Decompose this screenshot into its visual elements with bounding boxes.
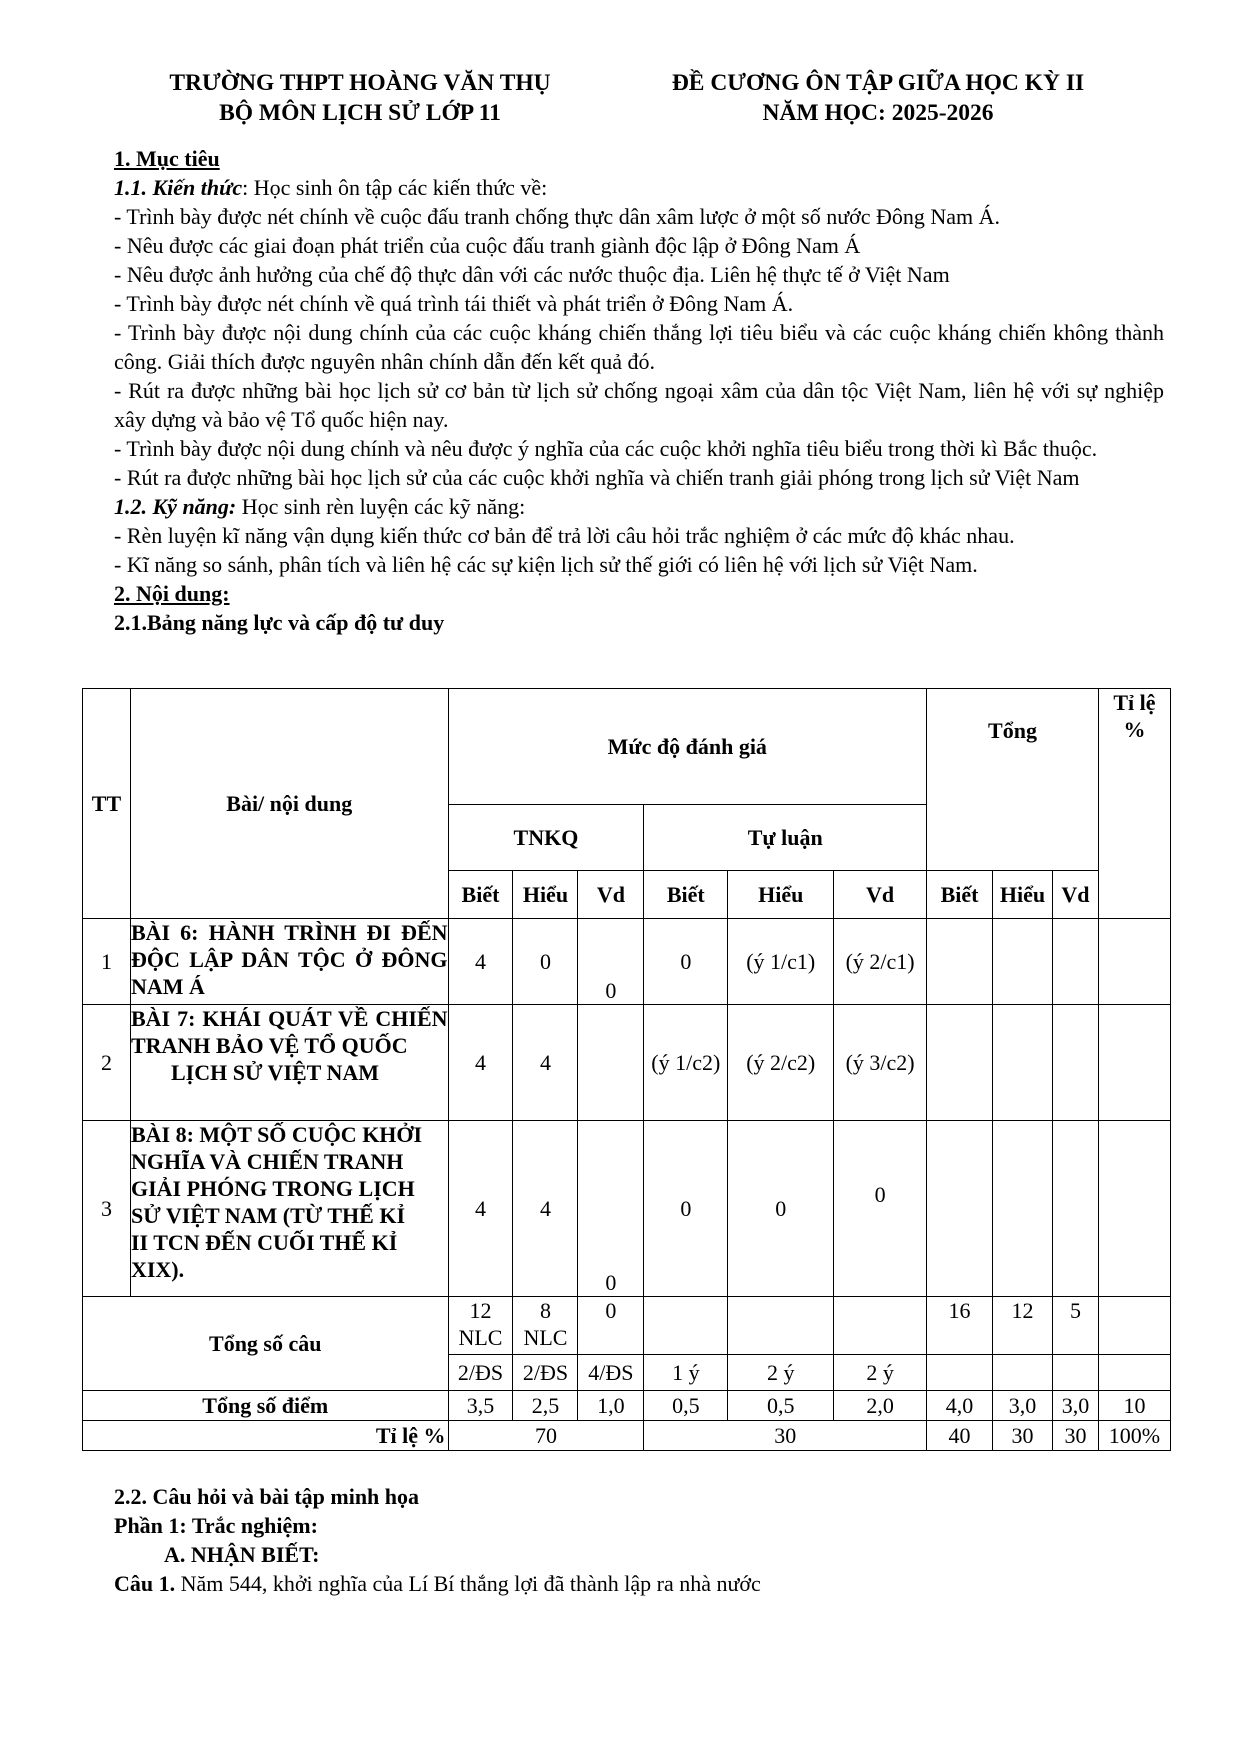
knowledge-item: - Nêu được ảnh hưởng của chế độ thực dân với các nước thuộc địa. Liên hệ thực tế ở Việt Nam [114,262,950,287]
table-cell: 4 [513,1005,578,1121]
table-cell: 0 [644,1121,728,1297]
level-a-heading: A. NHẬN BIẾT: [164,1542,320,1567]
table-cell [1098,1297,1170,1355]
table-cell: 4 [448,1005,513,1121]
skills-item: - Rèn luyện kĩ năng vận dụng kiến thức cơ bản để trả lời câu hỏi trắc nghiệm ở các mức độ khác nhau. [114,523,1015,548]
table-cell: 1,0 [578,1391,644,1421]
table-cell: 3,0 [1052,1391,1098,1421]
table-cell: (ý 2/c1) [834,919,927,1005]
row-tt: 2 [83,1005,131,1121]
table-cell: 10 [1098,1391,1170,1421]
table-cell: 0 [834,1121,927,1297]
knowledge-item: - Nêu được các giai đoạn phát triển của cuộc đấu tranh giành độc lập ở Đông Nam Á [114,233,861,258]
section-2-2-heading: 2.2. Câu hỏi và bài tập minh họa [114,1484,420,1509]
header-assessment-level: Mức độ đánh giá [448,689,927,805]
table-cell [927,1121,993,1297]
table-cell: 0 [578,1121,644,1297]
header-ratio: Tỉ lệ % [1098,689,1170,919]
ratio-label: Tỉ lệ % [83,1421,449,1451]
section-2-heading: 2. Nội dung: [114,581,230,606]
header-essay: Tự luận [644,805,927,871]
knowledge-item: - Trình bày được nội dung chính và nêu được ý nghĩa của các cuộc khởi nghĩa tiêu biểu trong thời kì Bắc thuộc. [114,436,1098,461]
table-cell [993,1355,1053,1391]
row-tt: 1 [83,919,131,1005]
table-cell: 5 [1052,1297,1098,1355]
table-row [83,1121,1171,1297]
header-content: Bài/ nội dung [130,689,448,919]
table-cell [1098,919,1170,1005]
table-cell [993,1121,1053,1297]
knowledge-item: - Rút ra được những bài học lịch sử của các cuộc khởi nghĩa và chiến tranh giải phóng trong lịch sử Việt Nam [114,465,1080,490]
subheader-cell: Vd [834,871,927,919]
row-tt: 3 [83,1121,131,1297]
table-cell [1098,1005,1170,1121]
table-cell [1098,1355,1170,1391]
lesson-title-cell [130,1005,448,1121]
table-cell [1052,1121,1098,1297]
table-cell: 100% [1098,1421,1170,1451]
subheader-cell: Hiểu [728,871,834,919]
table-cell: 4 [448,919,513,1005]
subheader-cell: Hiểu [993,871,1053,919]
table-cell: 2,0 [834,1391,927,1421]
table-cell [1052,1355,1098,1391]
table-cell: 4,0 [927,1391,993,1421]
school-name: TRƯỜNG THPT HOÀNG VĂN THỤ [169,70,551,96]
skills-item: - Kĩ năng so sánh, phân tích và liên hệ các sự kiện lịch sử thế giới có liên hệ với lịch sử Việt Nam. [114,552,978,577]
table-cell: 0,5 [644,1391,728,1421]
table-cell: 30 [993,1421,1053,1451]
subheader-cell: Vd [1052,871,1098,919]
table-cell: 40 [927,1421,993,1451]
skills-label: 1.2. Kỹ năng: [114,494,237,519]
table-cell: 0 [513,919,578,1005]
header-left [120,68,600,128]
table-cell: 12 NLC [448,1297,513,1355]
questions-section [114,1482,1164,1598]
table-cell: 30 [644,1421,927,1451]
table-cell: 0,5 [728,1391,834,1421]
table-cell: 4 [448,1121,513,1297]
header-right [628,68,1128,128]
document-title: ĐỀ CƯƠNG ÔN TẬP GIỮA HỌC KỲ II [671,70,1085,96]
table-cell: 8 NLC [513,1297,578,1355]
knowledge-label: 1.1. Kiến thức [114,175,243,200]
total-points-label: Tổng số điểm [83,1391,449,1421]
table-cell: 3,5 [448,1391,513,1421]
table-cell [1052,1005,1098,1121]
question-1-text: Năm 544, khởi nghĩa của Lí Bí thắng lợi đã thành lập ra nhà nước [175,1571,761,1596]
table-cell [927,919,993,1005]
table-cell: (ý 1/c1) [728,919,834,1005]
skills-intro: Học sinh rèn luyện các kỹ năng: [236,494,526,519]
table-cell: 16 [927,1297,993,1355]
table-cell [728,1297,834,1355]
table-row [83,919,1171,1005]
part-1-heading: Phần 1: Trắc nghiệm: [114,1513,318,1538]
table-cell [834,1297,927,1355]
table-cell: (ý 2/c2) [728,1005,834,1121]
table-cell: 0 [644,919,728,1005]
lesson-title: BÀI 7: KHÁI QUÁT VỀ CHIẾN TRANH BẢO VỆ TỔ QUỐC [130,1006,448,1058]
table-cell: 0 [728,1121,834,1297]
section-1-heading: 1. Mục tiêu [114,146,220,171]
total-questions-label: Tổng số câu [83,1297,449,1391]
competency-matrix-table [82,688,1171,1451]
knowledge-item: - Trình bày được nội dung chính của các cuộc kháng chiến thắng lợi tiêu biểu và các cuộc kháng chiến không thành công. Giải thích được nguyên nhân chính dẫn đến kết quả đó. [114,320,1164,374]
table-cell [927,1355,993,1391]
table-title: 2.1.Bảng năng lực và cấp độ tư duy [114,610,445,635]
table-cell [644,1297,728,1355]
table-cell [927,1005,993,1121]
table-cell: (ý 3/c2) [834,1005,927,1121]
table-cell: 2 ý [834,1355,927,1391]
table-cell: 0 [578,1297,644,1355]
table-cell: 2/ĐS [448,1355,513,1391]
table-cell: 2,5 [513,1391,578,1421]
table-cell: 0 [578,919,644,1005]
table-cell: 2 ý [728,1355,834,1391]
header-tnkq: TNKQ [448,805,644,871]
header-tt: TT [83,689,131,919]
subheader-cell: Biết [448,871,513,919]
table-cell: (ý 1/c2) [644,1005,728,1121]
table-cell [578,1005,644,1121]
table-cell [1098,1121,1170,1297]
knowledge-item: - Rút ra được những bài học lịch sử cơ bản từ lịch sử chống ngoại xâm của dân tộc Việt Nam, liên hệ với sự nghiệp xây dựng và bảo vệ Tổ quốc hiện nay. [114,378,1164,432]
knowledge-item: - Trình bày được nét chính về quá trình tái thiết và phát triển ở Đông Nam Á. [114,291,794,316]
school-year: NĂM HỌC: 2025-2026 [762,100,994,126]
header-total: Tổng [927,689,1099,871]
question-1-label: Câu 1. [114,1571,176,1596]
objectives-section [114,144,1164,637]
table-row [83,1005,1171,1121]
table-row [83,1297,1171,1355]
subheader-cell: Hiểu [513,871,578,919]
table-cell [993,919,1053,1005]
table-cell: 1 ý [644,1355,728,1391]
table-cell: 4/ĐS [578,1355,644,1391]
table-cell: 70 [448,1421,644,1451]
table-cell: 2/ĐS [513,1355,578,1391]
table-cell [993,1005,1053,1121]
subheader-cell: Biết [927,871,993,919]
subheader-cell: Vd [578,871,644,919]
lesson-title-continued: LỊCH SỬ VIỆT NAM [170,1060,379,1085]
table-cell: 3,0 [993,1391,1053,1421]
lesson-title: BÀI 8: MỘT SỐ CUỘC KHỞI NGHĨA VÀ CHIẾN TRANH GIẢI PHÓNG TRONG LỊCH SỬ VIỆT NAM (TỪ THẾ KỈ II TCN ĐẾN CUỐI THẾ KỈ XIX). [130,1121,448,1297]
lesson-title: BÀI 6: HÀNH TRÌNH ĐI ĐẾN ĐỘC LẬP DÂN TỘC Ở ĐÔNG NAM Á [130,919,448,1005]
subheader-cell: Biết [644,871,728,919]
knowledge-item: - Trình bày được nét chính về cuộc đấu tranh chống thực dân xâm lược ở một số nước Đông Nam Á. [114,204,1001,229]
table-cell [1052,919,1098,1005]
knowledge-intro: : Học sinh ôn tập các kiến thức về: [242,175,548,200]
department-name: BỘ MÔN LỊCH SỬ LỚP 11 [219,100,501,126]
table-cell: 4 [513,1121,578,1297]
table-cell: 30 [1052,1421,1098,1451]
table-row [83,1421,1171,1451]
table-cell: 12 [993,1297,1053,1355]
table-row [83,1391,1171,1421]
